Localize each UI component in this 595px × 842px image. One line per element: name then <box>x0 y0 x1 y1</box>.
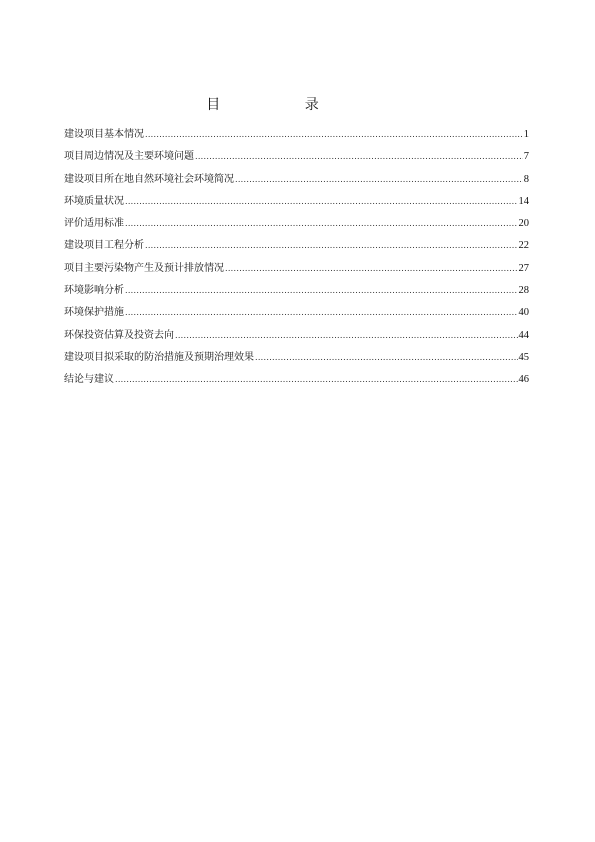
toc-dot-leader <box>225 258 518 280</box>
toc-dot-leader <box>125 213 518 235</box>
toc-dot-leader <box>235 169 523 191</box>
toc-entry-page: 28 <box>518 285 529 297</box>
toc-dot-leader <box>125 191 518 213</box>
table-of-contents <box>64 124 529 392</box>
toc-entry[interactable] <box>64 191 529 213</box>
toc-entry-page: 45 <box>518 351 529 363</box>
toc-entry[interactable] <box>64 280 529 302</box>
toc-entry-label: 建设项目基本情况 <box>64 129 144 140</box>
toc-entry-page: 46 <box>518 374 529 386</box>
toc-entry[interactable] <box>64 235 529 257</box>
toc-entry-page: 40 <box>518 307 529 319</box>
toc-entry[interactable] <box>64 213 529 235</box>
toc-entry[interactable] <box>64 124 529 146</box>
toc-entry[interactable] <box>64 169 529 191</box>
toc-entry-label: 建设项目所在地自然环境社会环境简况 <box>64 173 234 185</box>
toc-dot-leader <box>145 235 518 257</box>
toc-dot-leader <box>125 280 518 302</box>
toc-entry-page: 27 <box>518 262 529 274</box>
toc-entry-page: 20 <box>518 218 529 230</box>
toc-entry[interactable] <box>64 325 529 347</box>
toc-entry-page: 22 <box>518 240 529 252</box>
toc-entry-label: 建设项目拟采取的防治措施及预期治理效果 <box>64 351 254 363</box>
toc-dot-leader <box>255 347 518 369</box>
toc-entry-page: 1 <box>523 129 529 140</box>
toc-entry-label: 建设项目工程分析 <box>64 240 144 252</box>
toc-entry-label: 环境影响分析 <box>64 285 124 297</box>
toc-entry-label: 结论与建议 <box>64 374 114 386</box>
toc-entry-label: 环保投资估算及投资去向 <box>64 329 174 341</box>
toc-entry[interactable] <box>64 258 529 280</box>
toc-entry-label: 环境保护措施 <box>64 307 124 319</box>
toc-entry-page: 8 <box>523 173 529 185</box>
toc-dot-leader <box>175 325 518 347</box>
toc-dot-leader <box>145 124 523 146</box>
toc-entry-label: 环境质量状况 <box>64 195 124 207</box>
toc-entry-page: 44 <box>518 329 529 341</box>
toc-entry-label: 项目周边情况及主要环境问题 <box>64 151 194 163</box>
toc-dot-leader <box>125 302 518 324</box>
toc-entry-page: 14 <box>518 195 529 207</box>
toc-dot-leader <box>115 369 518 391</box>
toc-entry[interactable] <box>64 369 529 391</box>
toc-entry-label: 项目主要污染物产生及预计排放情况 <box>64 262 224 274</box>
toc-entry[interactable] <box>64 146 529 168</box>
toc-title: 目 录 <box>206 97 359 113</box>
toc-entry[interactable] <box>64 302 529 324</box>
toc-dot-leader <box>195 146 523 168</box>
toc-entry[interactable] <box>64 347 529 369</box>
toc-entry-page: 7 <box>523 151 529 163</box>
toc-entry-label: 评价适用标准 <box>64 218 124 230</box>
